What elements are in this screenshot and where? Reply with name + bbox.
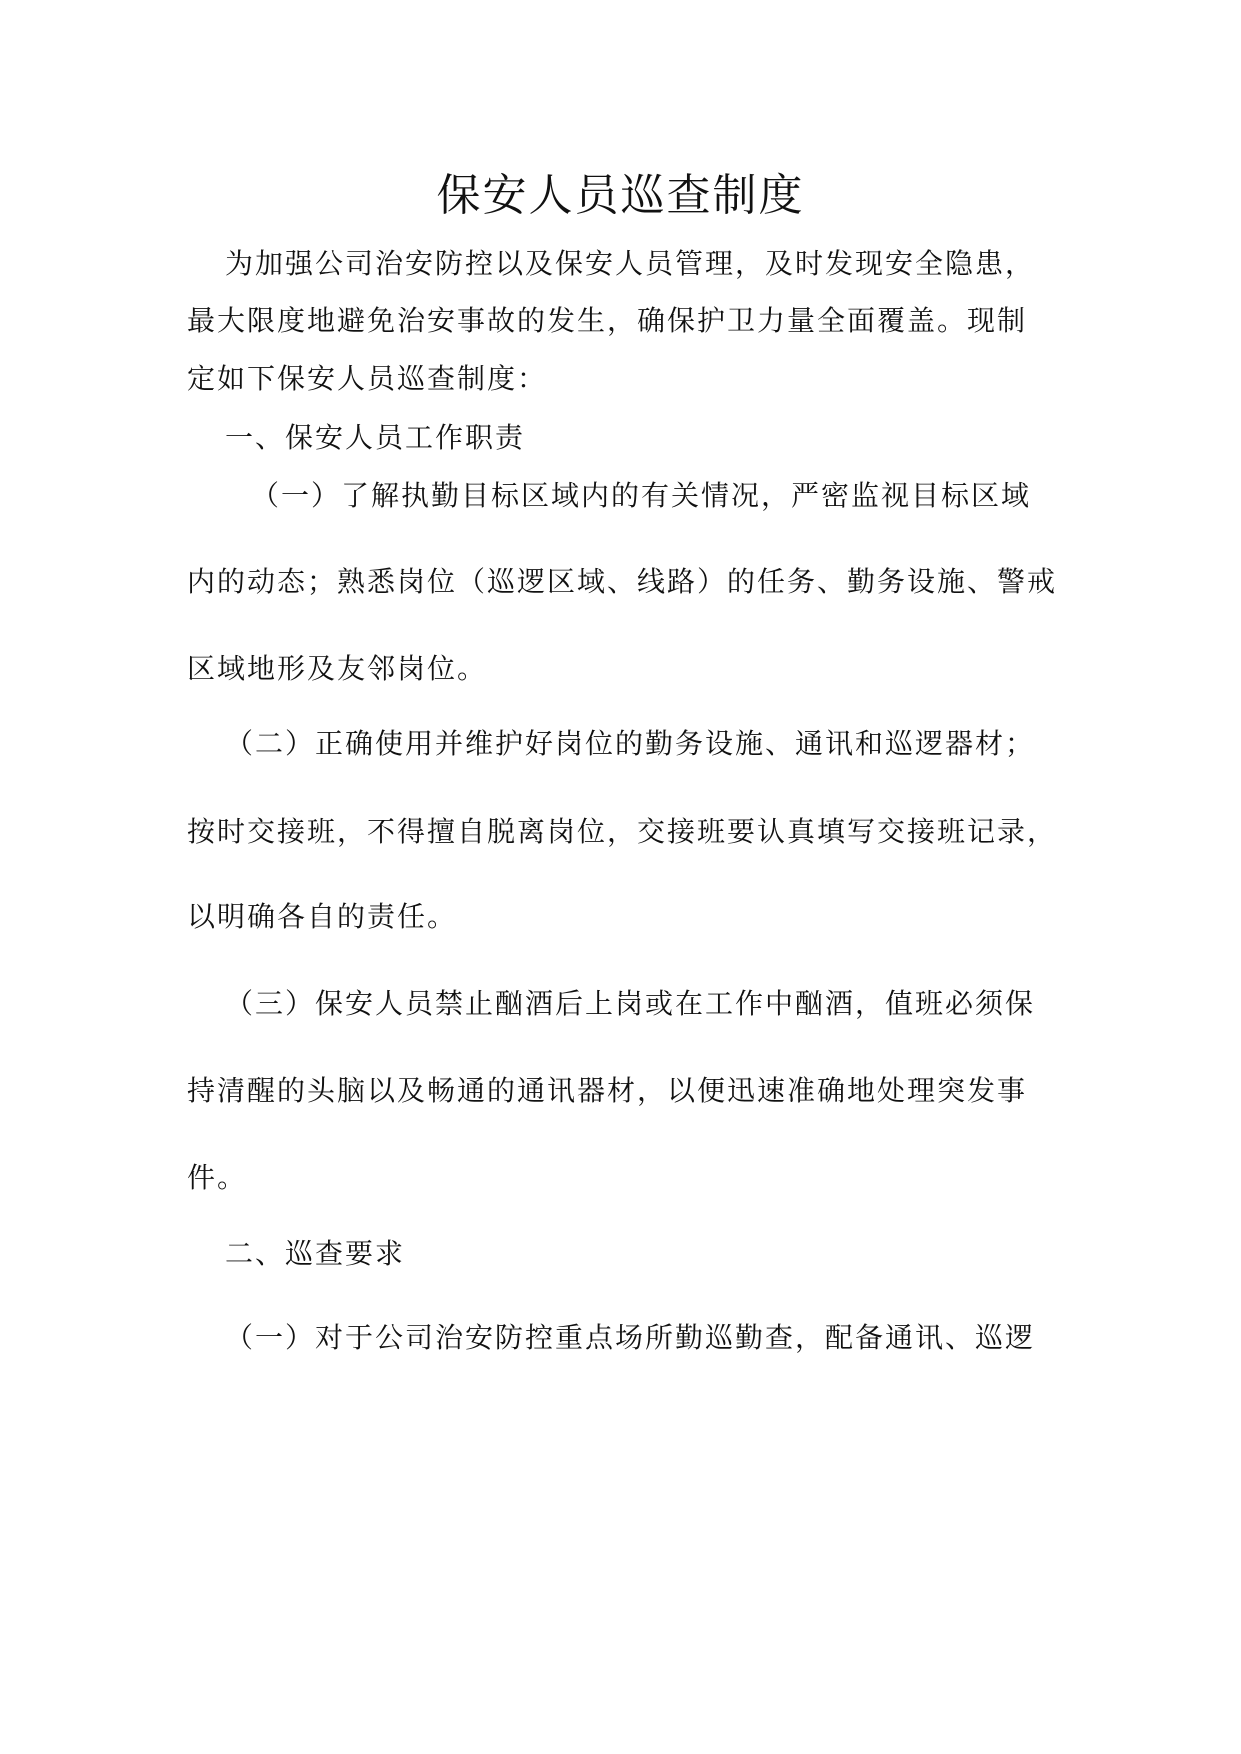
paragraph-line-13: （一）对于公司治安防控重点场所勤巡勤查，配备通讯、巡逻 (225, 1321, 1036, 1354)
paragraph-line-7: （二）正确使用并维护好岗位的勤务设施、通讯和巡逻器材； (225, 727, 1036, 760)
section-heading-1: 一、保安人员工作职责 (225, 421, 526, 454)
paragraph-line-8: 按时交接班，不得擅自脱离岗位，交接班要认真填写交接班记录， (187, 815, 1058, 848)
paragraph-line-5: 内的动态；熟悉岗位（巡逻区域、线路）的任务、勤务设施、警戒 (187, 565, 1058, 598)
paragraph-line-12: 件。 (187, 1161, 248, 1194)
section-heading-2: 二、巡查要求 (225, 1237, 406, 1270)
paragraph-line-1: 为加强公司治安防控以及保安人员管理，及时发现安全隐患， (225, 247, 1036, 280)
paragraph-line-2: 最大限度地避免治安事故的发生，确保护卫力量全面覆盖。现制 (187, 304, 1028, 337)
paragraph-line-9: 以明确各自的责任。 (187, 900, 458, 933)
paragraph-line-4: （一）了解执勤目标区域内的有关情况，严密监视目标区域 (251, 479, 1032, 512)
paragraph-line-3: 定如下保安人员巡查制度： (187, 362, 548, 395)
paragraph-line-11: 持清醒的头脑以及畅通的通讯器材，以便迅速准确地处理突发事 (187, 1074, 1028, 1107)
paragraph-line-10: （三）保安人员禁止酗酒后上岗或在工作中酗酒，值班必须保 (225, 987, 1036, 1020)
paragraph-line-6: 区域地形及友邻岗位。 (187, 652, 488, 685)
document-title: 保安人员巡查制度 (436, 170, 805, 221)
